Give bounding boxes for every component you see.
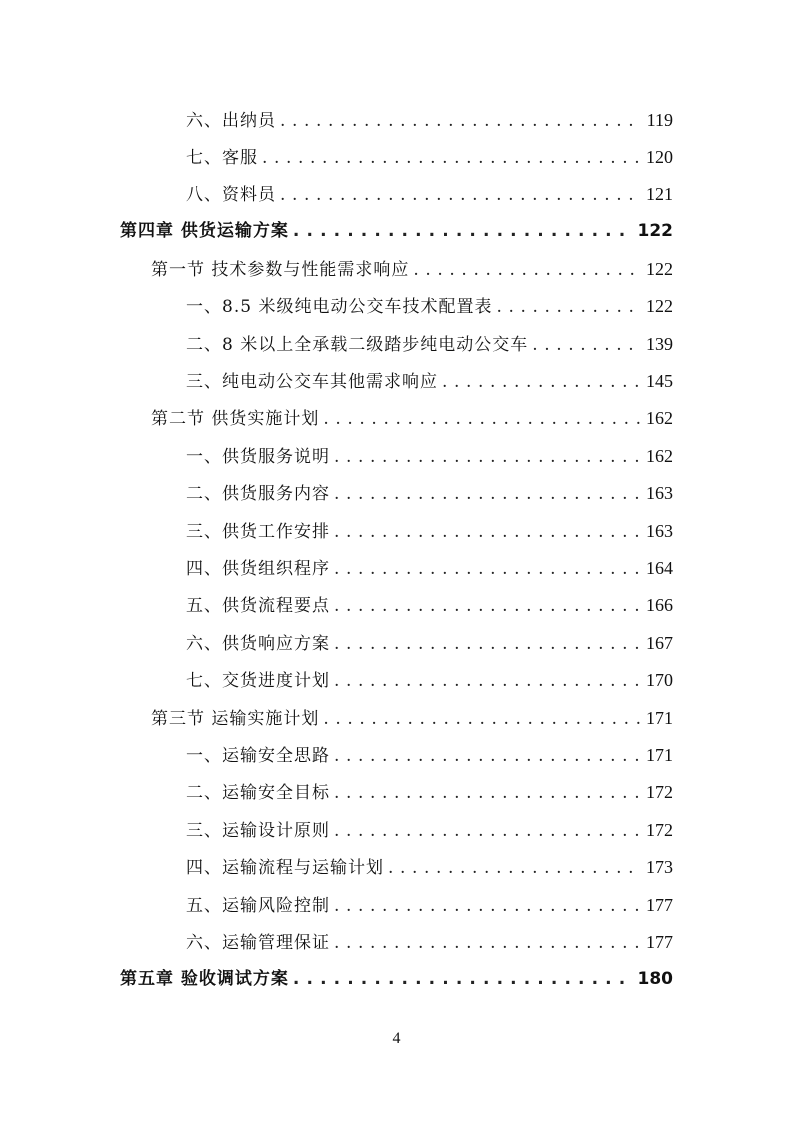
dot-leader [334, 928, 640, 958]
toc-entry[interactable] [186, 516, 673, 546]
dot-leader [323, 704, 640, 734]
toc-entry[interactable] [186, 179, 673, 209]
toc-entry[interactable] [186, 553, 673, 583]
toc-entry-page: 162 [646, 446, 673, 466]
toc-entry-page: 121 [646, 184, 673, 204]
dot-leader [334, 554, 640, 584]
toc-entry[interactable] [186, 815, 673, 845]
toc-entry-title: 第二节 供货实施计划 [151, 409, 320, 429]
dot-leader [280, 106, 641, 136]
toc-entry-title: 六、运输管理保证 [186, 933, 330, 953]
toc-entry-title: 六、出纳员 [186, 111, 276, 131]
toc-entry[interactable] [186, 366, 673, 396]
toc-entry[interactable] [186, 478, 673, 508]
toc-entry-title: 第五章 验收调试方案 [120, 969, 289, 989]
toc-entry[interactable] [186, 329, 673, 359]
toc-entry[interactable] [186, 890, 673, 920]
toc-entry-page: 172 [646, 782, 673, 802]
toc-entry-page: 177 [646, 932, 673, 952]
toc-entry[interactable] [186, 590, 673, 620]
toc-entry[interactable] [186, 927, 673, 957]
toc-entry-page: 139 [646, 334, 673, 354]
dot-leader [323, 404, 640, 434]
toc-entry-page: 122 [646, 259, 673, 279]
toc-entry-page: 163 [646, 483, 673, 503]
dot-leader [334, 442, 640, 472]
toc-entry-title: 二、供货服务内容 [186, 484, 330, 504]
toc-entry-page: 172 [646, 820, 673, 840]
toc-entry-title: 七、客服 [186, 148, 258, 168]
toc-section-entry[interactable] [151, 703, 673, 733]
dot-leader [334, 666, 640, 696]
toc-entry-page: 145 [646, 371, 673, 391]
toc-entry[interactable] [186, 777, 673, 807]
toc-entry[interactable] [186, 105, 673, 135]
toc-entry-page: 164 [646, 558, 673, 578]
dot-leader [280, 180, 640, 210]
dot-leader [413, 255, 640, 285]
toc-entry-page: 170 [646, 670, 673, 690]
dot-leader [388, 853, 640, 883]
toc-chapter-entry[interactable] [120, 216, 673, 246]
dot-leader [262, 143, 640, 173]
toc-entry-title: 三、运输设计原则 [186, 821, 330, 841]
toc-entry-page: 177 [646, 895, 673, 915]
toc-entry-page: 171 [646, 745, 673, 765]
toc-entry-title: 四、供货组织程序 [186, 559, 330, 579]
dot-leader [532, 330, 640, 360]
toc-entry-page: 163 [646, 521, 673, 541]
toc-entry-page: 166 [646, 595, 673, 615]
toc-entry-page: 122 [646, 296, 673, 316]
toc-entry-page: 180 [637, 969, 673, 989]
dot-leader [334, 517, 640, 547]
dot-leader [442, 367, 640, 397]
dot-leader [334, 591, 640, 621]
toc-entry-title: 第四章 供货运输方案 [120, 221, 289, 241]
toc-entry-title: 一、8.5 米级纯电动公交车技术配置表 [186, 297, 493, 317]
toc-entry-title: 一、供货服务说明 [186, 447, 330, 467]
toc-entry-title: 六、供货响应方案 [186, 634, 330, 654]
toc-entry-page: 122 [637, 221, 673, 241]
toc-entry-title: 五、运输风险控制 [186, 896, 330, 916]
page-number: 4 [392, 1030, 401, 1047]
toc-entry[interactable] [186, 740, 673, 770]
toc-entry-title: 八、资料员 [186, 185, 276, 205]
toc-entry-title: 二、8 米以上全承载二级踏步纯电动公交车 [186, 335, 529, 355]
toc-section-entry[interactable] [151, 403, 673, 433]
toc-entry-title: 二、运输安全目标 [186, 783, 330, 803]
toc-entry-page: 162 [646, 408, 673, 428]
toc-entry[interactable] [186, 665, 673, 695]
toc-entry-page: 171 [646, 708, 673, 728]
toc-entry-page: 173 [646, 857, 673, 877]
toc-entry-title: 七、交货进度计划 [186, 671, 330, 691]
toc-entry-title: 三、纯电动公交车其他需求响应 [186, 372, 438, 392]
toc-entry-page: 120 [646, 147, 673, 167]
dot-leader [334, 778, 640, 808]
toc-entry-title: 第三节 运输实施计划 [151, 709, 320, 729]
toc-entry[interactable] [186, 291, 673, 321]
toc-entry-title: 第一节 技术参数与性能需求响应 [151, 260, 410, 280]
toc-chapter-entry[interactable] [120, 964, 673, 994]
dot-leader [334, 479, 640, 509]
toc-entry-title: 五、供货流程要点 [186, 596, 330, 616]
dot-leader [334, 891, 640, 921]
dot-leader [496, 292, 640, 322]
toc-entry[interactable] [186, 628, 673, 658]
toc-entry[interactable] [186, 852, 673, 882]
toc-entry[interactable] [186, 441, 673, 471]
dot-leader [293, 216, 632, 246]
dot-leader [334, 816, 640, 846]
dot-leader [293, 964, 632, 994]
toc-entry-title: 四、运输流程与运输计划 [186, 858, 384, 878]
toc-entry-title: 三、供货工作安排 [186, 522, 330, 542]
toc-entry-page: 119 [646, 110, 673, 130]
toc-entry-page: 167 [646, 633, 673, 653]
dot-leader [334, 741, 640, 771]
toc-entry-title: 一、运输安全思路 [186, 746, 330, 766]
toc-entry[interactable] [186, 142, 673, 172]
toc-section-entry[interactable] [151, 254, 673, 284]
dot-leader [334, 629, 640, 659]
